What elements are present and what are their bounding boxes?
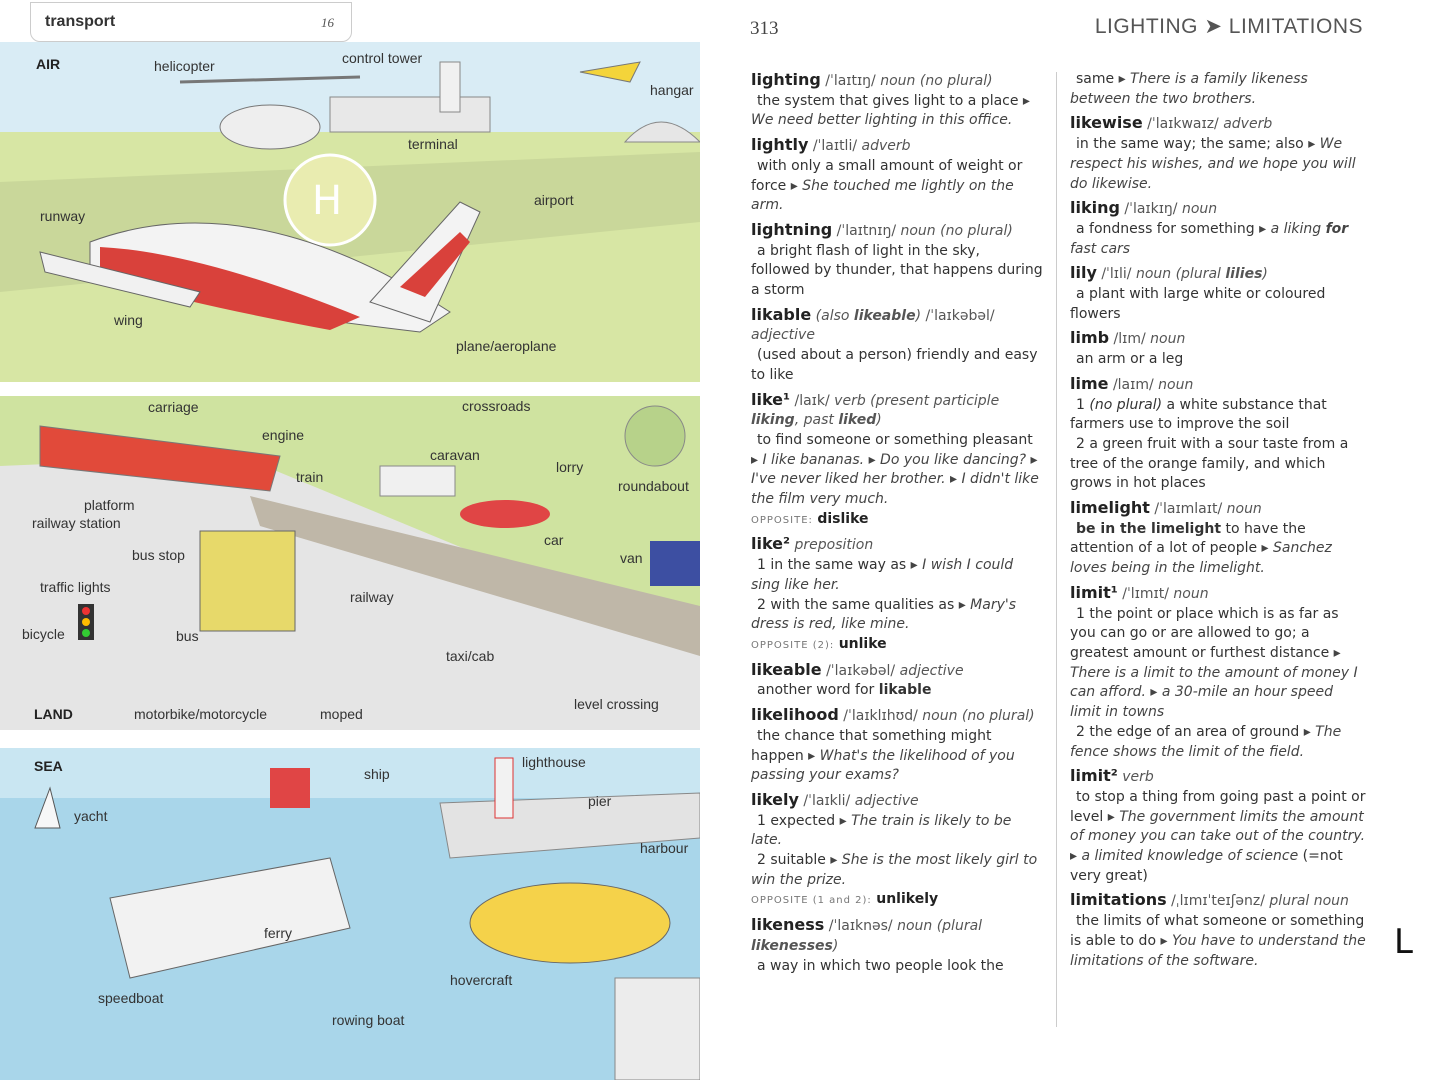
entry-limitations: limitations /ˌlɪmɪˈteɪʃənz/ plural noun the limits of what someone or something is able to do ▸ You have to understand the limitations of the software. (1070, 890, 1366, 969)
dictionary-column-1 (751, 70, 1043, 980)
entry-lily: lily /ˈlɪli/ noun (plural lilies) a plant with large white or coloured flowers (1070, 263, 1326, 322)
label-harbour: harbour (640, 840, 689, 856)
label-plane: plane/aeroplane (456, 338, 557, 354)
label-car: car (544, 532, 564, 548)
entry-likeness-cont: same ▸ There is a family likeness between the two brothers. (1070, 71, 1308, 107)
label-bicycle: bicycle (22, 626, 65, 642)
label-crossroads: crossroads (462, 398, 531, 414)
label-level-crossing: level crossing (574, 696, 659, 712)
label-bus: bus (176, 628, 199, 644)
label-traffic-lights: traffic lights (40, 579, 111, 595)
running-head: LIGHTING ➤ LIMITATIONS (1094, 15, 1363, 38)
label-caravan: caravan (430, 447, 480, 463)
entry-lightly: lightly /ˈlaɪtli/ adverb with only a small amount of weight or force ▸ She touched me lightly on the arm. (751, 135, 1023, 214)
entry-likely: likely /ˈlaɪkli/ adjective 1 expected ▸ The train is likely to be late. 2 suitable ▸ She is the most likely girl to win the prize. OPPOSITE (1 and 2): unlikely (751, 789, 1038, 908)
dictionary-page (700, 0, 1429, 1080)
label-lorry: lorry (556, 459, 584, 475)
label-wing: wing (114, 312, 143, 328)
entry-likeness: likeness /ˈlaɪknəs/ noun (plural likenesses) a way in which two people look the (751, 915, 1004, 974)
air-illustration (0, 42, 700, 382)
label-terminal: terminal (408, 136, 458, 152)
entry-likelihood: likelihood /ˈlaɪklɪhʊd/ noun (no plural) the chance that something might happen ▸ What's the likelihood of you passing your exams? (751, 705, 1035, 784)
label-speedboat: speedboat (98, 990, 164, 1006)
entry-lightning: lightning /ˈlaɪtnɪŋ/ noun (no plural) a bright flash of light in the sky, followed by thunder, that happens during a storm (751, 219, 1043, 299)
label-hovercraft: hovercraft (450, 972, 513, 988)
thumb-index-letter: L (1394, 922, 1413, 962)
entry-lighting: lighting /ˈlaɪtɪŋ/ noun (no plural) the system that gives light to a place ▸ We need better lighting in this office. (751, 70, 1030, 129)
tab-page-number: 16 (321, 15, 334, 30)
section-land: LAND (34, 706, 73, 722)
label-moped: moped (320, 706, 363, 722)
transport-page (0, 0, 700, 1080)
label-hangar: hangar (650, 82, 694, 98)
tab-title: transport (45, 13, 116, 30)
label-engine: engine (262, 427, 305, 443)
entry-limit-noun: limit¹ /ˈlɪmɪt/ noun 1 the point or place which is as far as you can go or are allowed to go; a greatest amount or furthest distance ▸ There is a limit to the amount of money I can afford. ▸ a 30-mile an hour speed limit in towns 2 the edge of an area of ground ▸ The fence shows the limit of the field. (1070, 582, 1358, 760)
sea-panel (0, 748, 700, 1080)
label-motorbike: motorbike/motorcycle (134, 706, 268, 722)
dictionary-column-2 (1070, 70, 1366, 975)
entry-likeable: likeable /ˈlaɪkəbəl/ adjective another word for likable (751, 659, 964, 699)
label-ferry: ferry (264, 925, 292, 941)
entry-likewise: likewise /ˈlaɪkwaɪz/ adverb in the same way; the same; also ▸ We respect his wishes, and we hope you will do likewise. (1070, 113, 1356, 192)
label-pier: pier (588, 793, 612, 809)
label-airport: airport (534, 192, 574, 208)
label-railway: railway (350, 589, 394, 605)
entry-like-verb: like¹ /laɪk/ verb (present participle liking, past liked) to find someone or something pleasant ▸ I like bananas. ▸ Do you like dancing? ▸ I've never liked her brother. ▸ I didn't like the film very much. OPPOSITE: dislike (751, 389, 1039, 527)
entry-likable: likable (also likeable) /ˈlaɪkəbəl/ adjective (used about a person) friendly and easy to like (751, 304, 1038, 383)
label-railway-station: railway station (32, 515, 121, 531)
label-roundabout: roundabout (618, 478, 689, 494)
label-yacht: yacht (74, 808, 108, 824)
label-carriage: carriage (148, 399, 199, 415)
section-air: AIR (36, 56, 61, 72)
entry-limelight: limelight /ˈlaɪmlaɪt/ noun be in the limelight to have the attention of a lot of people ▸ Sanchez loves being in the limelight. (1070, 498, 1332, 577)
entry-like-preposition: like² preposition 1 in the same way as ▸ I wish I could sing like her. 2 with the same qualities as ▸ Mary's dress is red, like mine. OPPOSITE (2): unlike (751, 534, 1017, 652)
land-illustration (0, 396, 700, 730)
label-bus-stop: bus stop (132, 547, 185, 563)
label-helicopter: helicopter (154, 58, 215, 74)
label-van: van (620, 550, 643, 566)
entry-lime: lime /laɪm/ noun 1 (no plural) a white substance that farmers use to improve the soil 2 a green fruit with a sour taste from a tree of the orange family, and which grows in hot places (1070, 373, 1349, 492)
section-sea: SEA (34, 758, 63, 774)
entry-limb: limb /lɪm/ noun an arm or a leg (1070, 328, 1186, 368)
label-rowing-boat: rowing boat (332, 1012, 405, 1028)
page-number: 313 (750, 18, 779, 39)
label-runway: runway (40, 208, 86, 224)
land-panel (0, 396, 700, 730)
label-train: train (296, 469, 324, 485)
entry-limit-verb: limit² verb to stop a thing from going past a point or level ▸ The government limits the amount of money you can take out of the country. ▸ a limited knowledge of science (=not very great) (1070, 766, 1366, 884)
svg-text:H: H (312, 178, 343, 224)
air-panel (0, 42, 700, 382)
label-taxi: taxi/cab (446, 648, 495, 664)
label-ship: ship (364, 766, 390, 782)
label-control-tower: control tower (342, 50, 423, 66)
label-platform: platform (84, 497, 135, 513)
column-divider (1056, 72, 1057, 1027)
label-lighthouse: lighthouse (522, 754, 586, 770)
page-tab (30, 2, 352, 42)
entry-liking: liking /ˈlaɪkɪŋ/ noun a fondness for something ▸ a liking for fast cars (1070, 198, 1349, 257)
